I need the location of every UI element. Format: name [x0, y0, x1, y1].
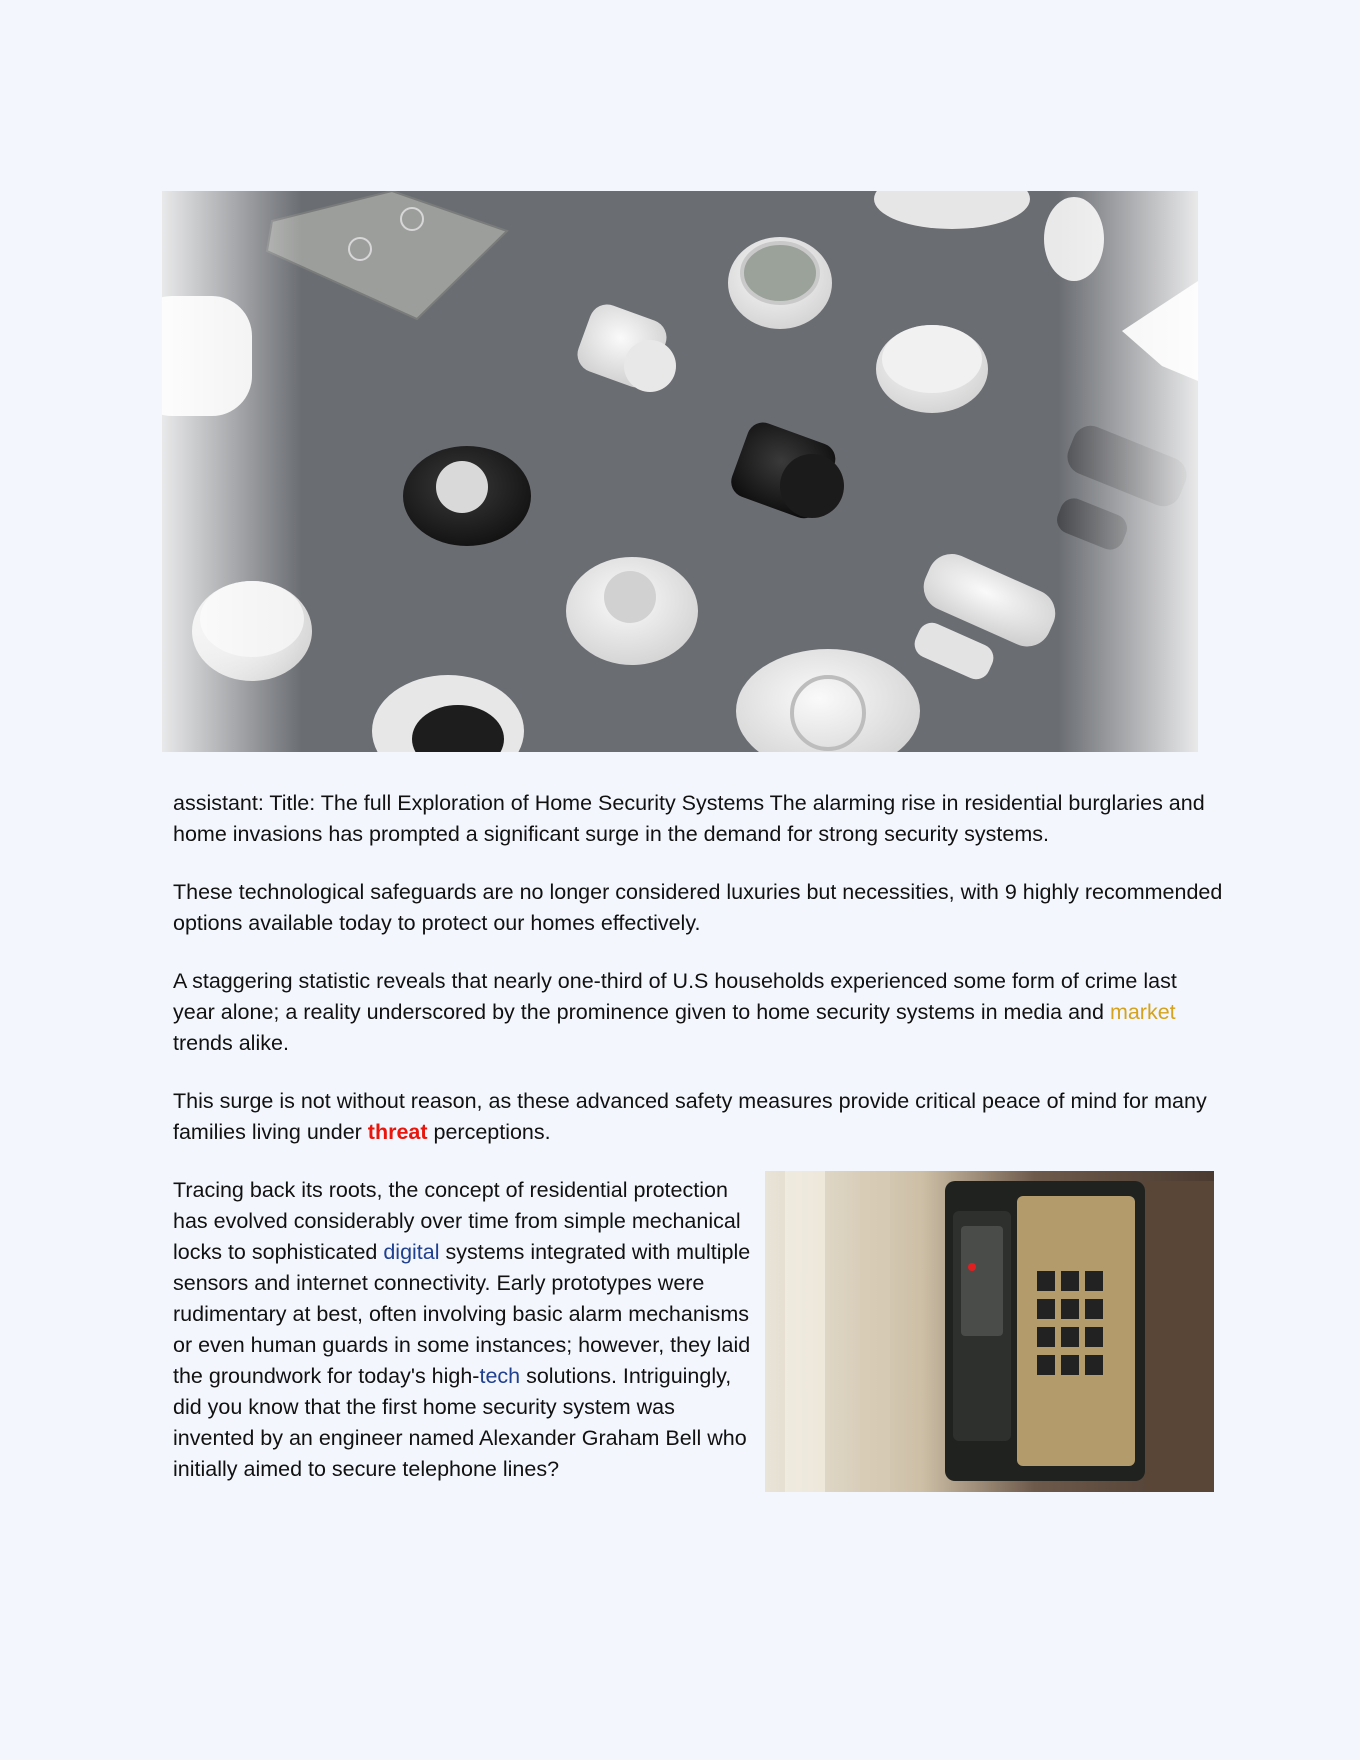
paragraph-statistic: A staggering statistic reveals that nearly one-third of U.S households experienced some form of crime last year alone; a reality underscored by the prominence given to home security systems in media and market trends alike.	[173, 969, 1177, 1055]
hero-image	[162, 191, 1198, 752]
keyword-digital: digital	[383, 1240, 440, 1264]
paragraph-intro: assistant: Title: The full Exploration of Home Security Systems The alarming rise in residential burglaries and home invasions has prompted a significant surge in the demand for strong security systems.	[173, 791, 1205, 846]
article-body	[173, 788, 1223, 1512]
history-section	[173, 1175, 1223, 1485]
smart-home-devices-photo-icon	[162, 191, 1198, 752]
keyword-tech: tech	[479, 1364, 521, 1388]
side-image	[765, 1171, 1214, 1492]
paragraph-necessities: These technological safeguards are no longer considered luxuries but necessities, with 9 highly recommended options available today to protect our homes effectively.	[173, 880, 1223, 935]
paragraph-peace-of-mind: This surge is not without reason, as these advanced safety measures provide critical peace of mind for many families living under threat perceptions.	[173, 1089, 1207, 1144]
keyword-threat: threat	[367, 1120, 428, 1144]
paragraph-history: Tracing back its roots, the concept of residential protection has evolved considerably over time from simple mechanical locks to sophisticated digital systems integrated with multiple sensors and internet connectivity. Early prototypes were rudimentary at best, often involving basic alarm mechanisms or even human guards in some instances; however, they laid the groundwork for today's high-tech solutions. Intriguingly, did you know that the first home security system was invented by an engineer named Alexander Graham Bell who initially aimed to secure telephone lines?	[173, 1178, 751, 1481]
keyword-market: market	[1109, 1000, 1176, 1024]
door-keypad-photo-icon	[765, 1171, 1214, 1492]
